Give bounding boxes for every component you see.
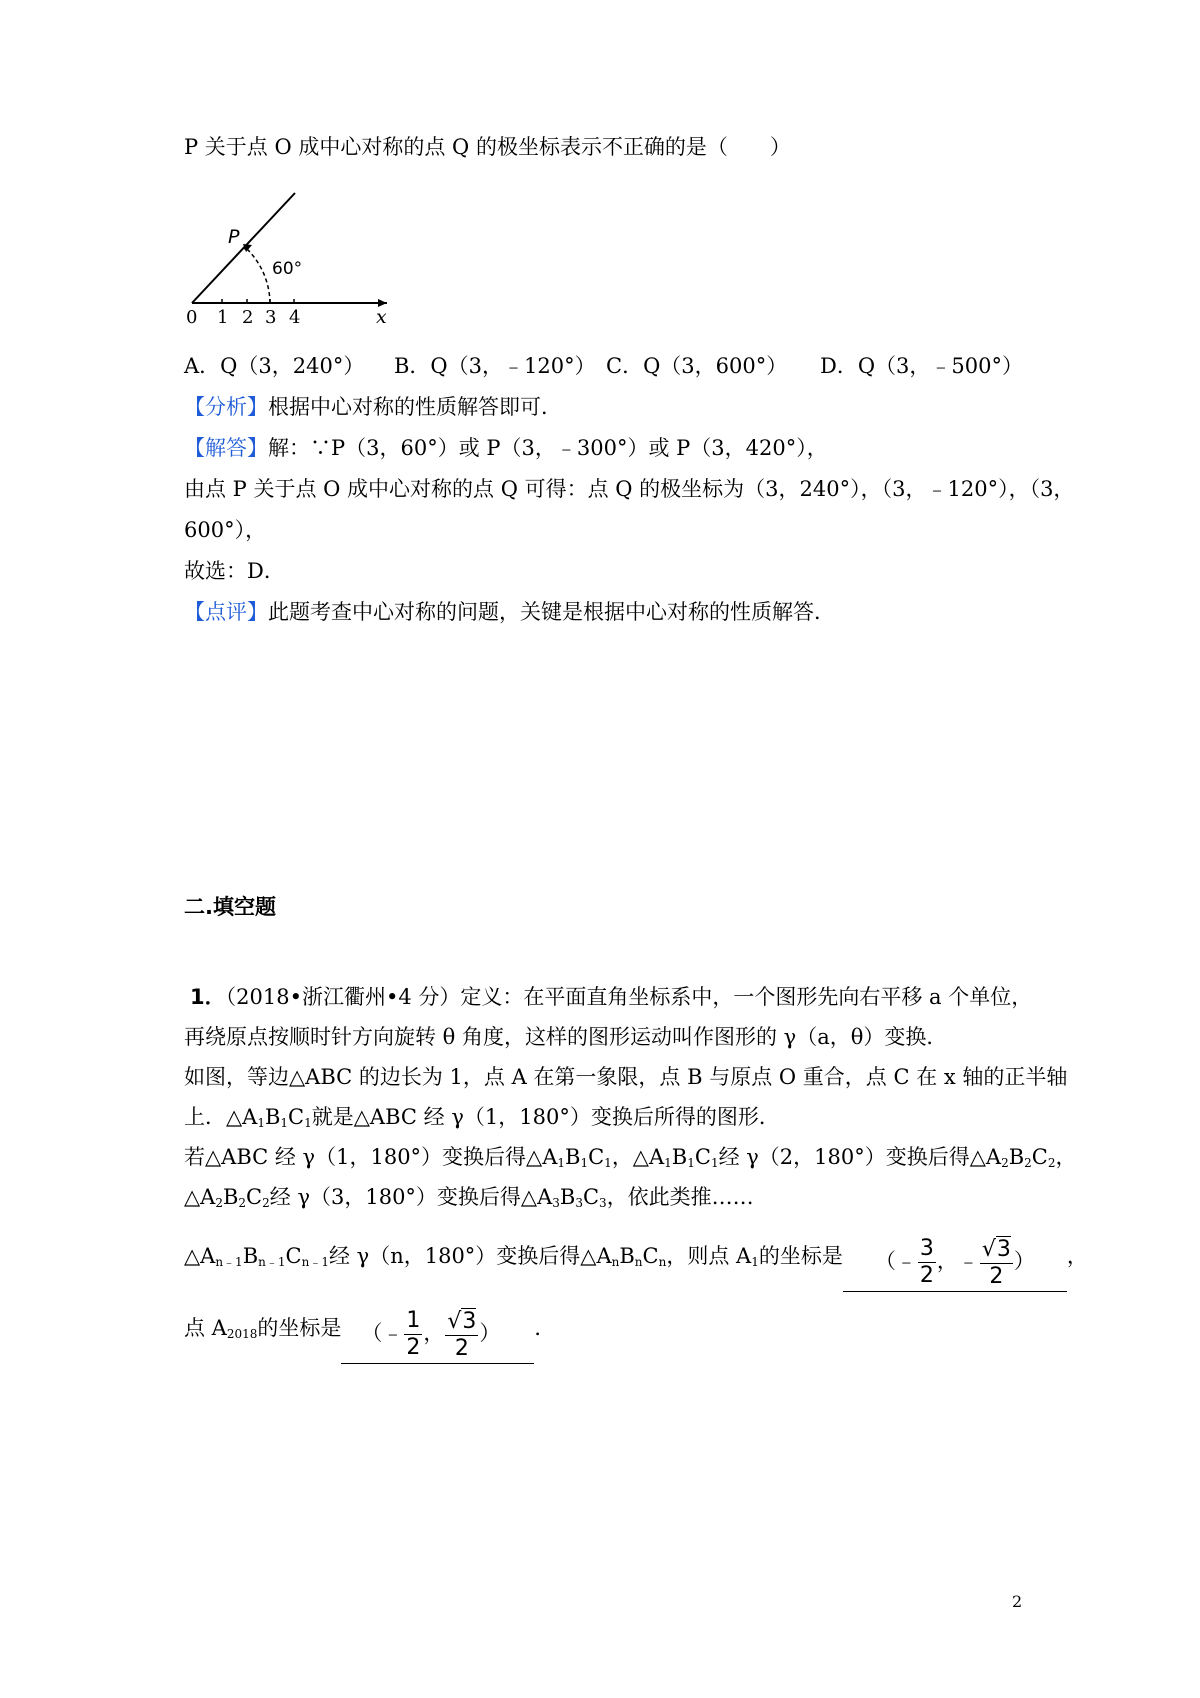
ray-line (192, 193, 295, 303)
problem-text-1: （2018•浙江衢州•4 分）定义：在平面直角坐标系中，一个图形先向右平移 a 个单位， (225, 985, 1033, 1009)
analysis-line (184, 393, 562, 421)
question-stem: P 关于点 O 成中心对称的点 Q 的极坐标表示不正确的是（ ） (184, 135, 791, 159)
fraction-3-2: $\frac{3}{2}$ (919, 1236, 934, 1288)
problem-line-4: 上．$\triangle A_1B_1C_1$就是△ABC 经 γ（1，180°）变换后所得的图形． (184, 1105, 780, 1130)
answer-line-1 (184, 434, 828, 462)
tick-label-1: 1 (217, 307, 229, 325)
answer-blank-2: （﹣ $\frac{1}{2}$ ， $\frac{√3}{2}$ ） (341, 1303, 534, 1364)
answer-line-4: 故选：D． (184, 559, 285, 583)
answer-blank-1: （﹣ $\frac{3}{2}$ ，﹣ $\frac{√3}{2}$ ） (843, 1231, 1067, 1292)
fraction-sqrt3-2-b: $\frac{√3}{2}$ (447, 1308, 477, 1361)
axis-label-x: x (376, 306, 387, 325)
problem-line-2: 再绕原点按顺时针方向旋转 θ 角度，这样的图形运动叫作图形的 γ（a，θ）变换． (184, 1025, 948, 1049)
analysis-text: 根据中心对称的性质解答即可． (268, 395, 562, 419)
answer-line-3: 600°）， (184, 518, 267, 542)
problem-line-3: 如图，等边△ABC 的边长为 1，点 A 在第一象限，点 B 与原点 O 重合，点 C 在 x 轴的正半轴 (184, 1065, 1068, 1089)
option-c: C．Q（3，600°） (606, 354, 788, 378)
label-origin: 0 (186, 307, 198, 325)
tick-label-4: 4 (289, 307, 301, 325)
problem-line-5: 若△ABC 经 γ（1，180°）变换后得$\triangle A_1B_1C_1$，$\triangle A_1B_1C_1$经 γ（2，180°）变换后得$\triangle A_2B_2C_2$， (184, 1145, 1077, 1170)
option-b: B．Q（3，﹣120°） (394, 354, 596, 378)
comment-tag: 【点评】 (184, 600, 268, 624)
angle-arc (246, 248, 270, 303)
options-row (184, 352, 1023, 380)
analysis-tag: 【分析】 (184, 395, 268, 419)
problem-number: 1． (190, 985, 226, 1009)
problem-line-6: $\triangle A_2B_2C_2$经 γ（3，180°）变换后得$\triangle A_3B_3C_3$，依此类推…… (184, 1185, 754, 1210)
comment-line (184, 598, 835, 626)
problem-line-1 (190, 983, 1032, 1011)
answer-tag: 【解答】 (184, 436, 268, 460)
point-p (244, 246, 248, 250)
polar-figure (180, 185, 410, 325)
answer-line-2: 由点 P 关于点 O 成中心对称的点 Q 可得：点 Q 的极坐标为（3，240°），（3，﹣120°），（3， (184, 477, 1075, 501)
comment-text: 此题考查中心对称的问题，关键是根据中心对称的性质解答． (268, 600, 835, 624)
problem-line-7: $\triangle A_{n﹣1}B_{n﹣1}C_{n﹣1}$经 γ（n，180°）变换后得$\triangle A_nB_nC_n$，则点 $A_1$的坐标是 （﹣ $\frac{3}{2}$ ，﹣ $\frac{√3}{2}$ ） ， (184, 1226, 1088, 1292)
tick-label-3: 3 (265, 307, 277, 325)
tick-label-2: 2 (242, 307, 254, 325)
answer-text-1: 解：∵P（3，60°）或 P（3，﹣300°）或 P（3，420°）， (268, 436, 828, 460)
label-p: P (228, 226, 240, 248)
option-d: D．Q（3，﹣500°） (820, 354, 1023, 378)
label-angle: 60° (272, 259, 303, 279)
problem-line-8: 点 $A_{2018}$的坐标是 （﹣ $\frac{1}{2}$ ， $\frac{√3}{2}$ ） ． (184, 1298, 555, 1364)
fraction-sqrt3-2: $\frac{√3}{2}$ (981, 1236, 1011, 1289)
page-number: 2 (1012, 1592, 1023, 1611)
option-a: A．Q（3，240°） (184, 354, 365, 378)
fraction-1-2: $\frac{1}{2}$ (406, 1308, 421, 1360)
section-title: 二.填空题 (184, 895, 276, 919)
